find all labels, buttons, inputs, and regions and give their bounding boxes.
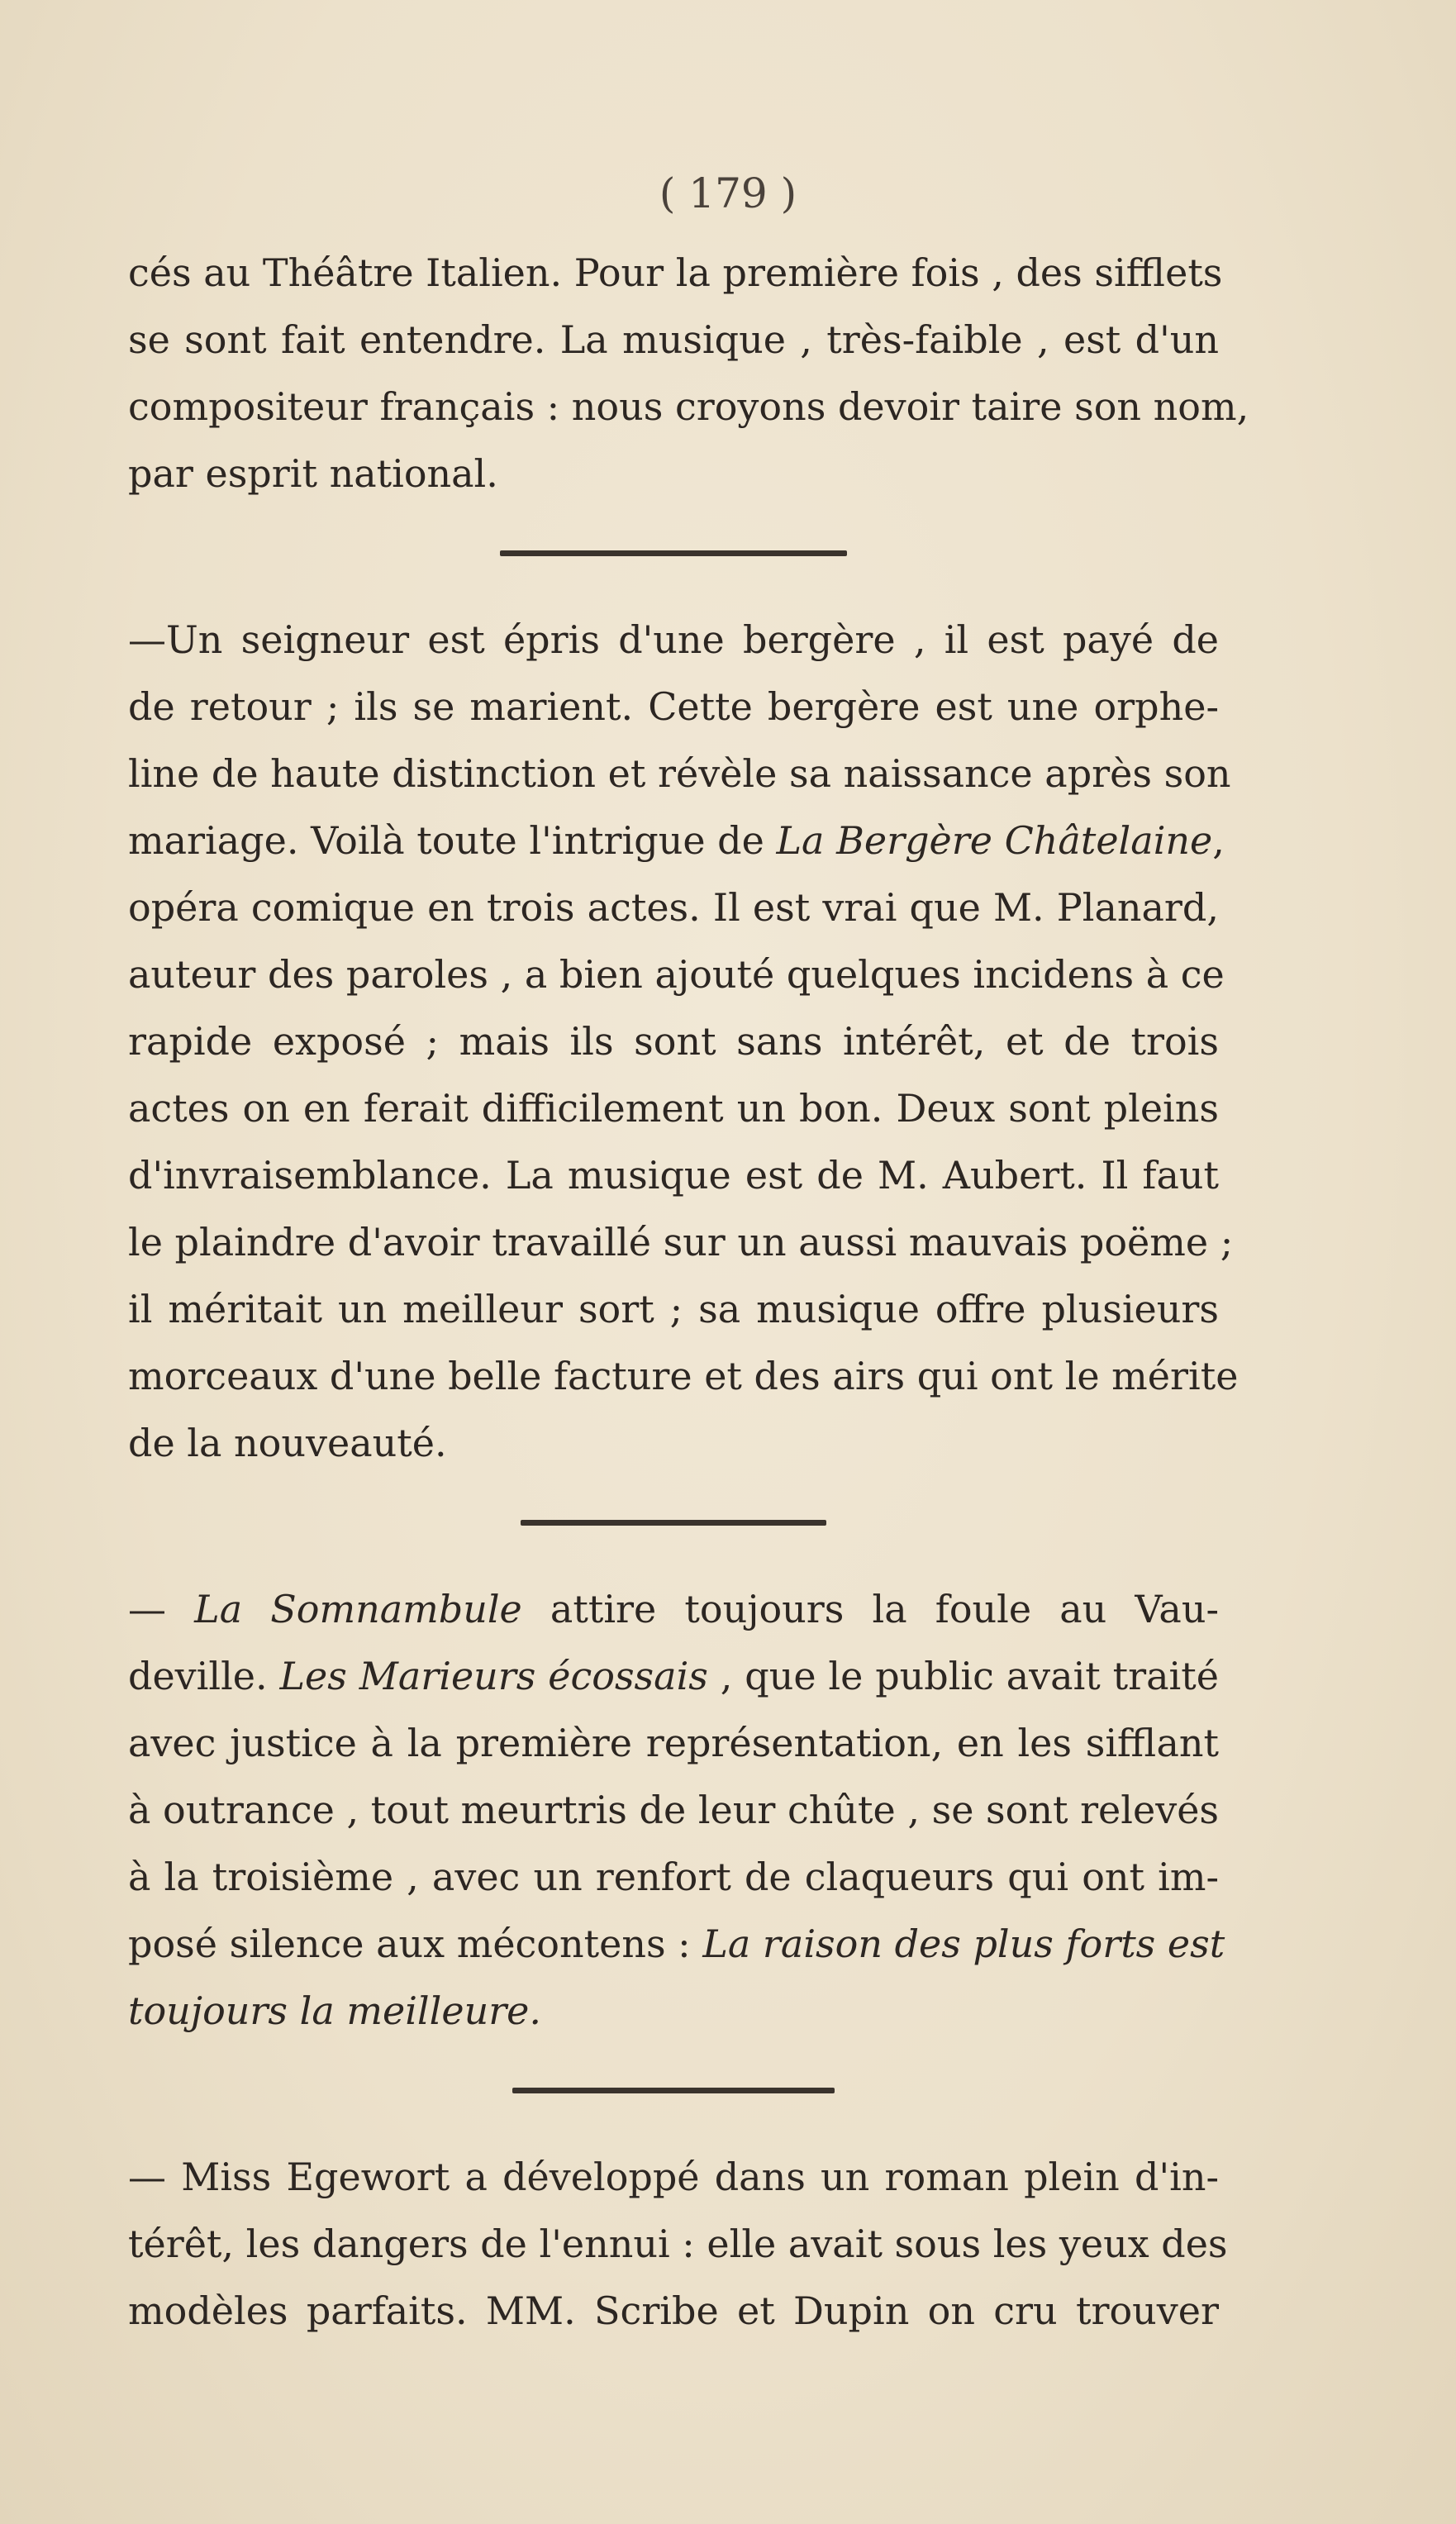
text-run: deville. (128, 1654, 280, 1698)
text-line (128, 1978, 1219, 2045)
text-run: avec justice à la première représentation, en les sifflant (128, 1721, 1219, 1765)
text-run: de la nouveauté. (128, 1421, 447, 1465)
text-line (128, 607, 1219, 674)
italic-title: toujours la meilleure. (128, 1988, 542, 2033)
italic-title: La raison des plus forts est (702, 1922, 1225, 1966)
text-run: mariage. Voilà toute l'intrigue de (128, 818, 777, 863)
text-line (128, 1343, 1239, 1410)
text-run: térêt, les dangers de l'ennui : elle avait sous les yeux des (128, 2222, 1228, 2266)
text-line (128, 2144, 1219, 2211)
text-run: actes on en ferait difficilement un bon. Deux sont pleins (128, 1086, 1219, 1131)
text-run: morceaux d'une belle facture et des airs qui ont le mérite (128, 1354, 1239, 1398)
text-line (128, 941, 1225, 1008)
text-line (128, 1142, 1219, 1209)
text-run: attire toujours la foule au Vau- (521, 1587, 1219, 1631)
text-run: se sont fait entendre. La musique , très-faible , est d'un (128, 317, 1219, 362)
text-line (128, 1911, 1225, 1978)
italic-title: La Somnambule (194, 1587, 522, 1631)
text-line (128, 1576, 1219, 1643)
text-run: le plaindre d'avoir travaillé sur un aussi mauvais poëme ; (128, 1220, 1234, 1264)
text-run: auteur des paroles , a bien ajouté quelques incidens à ce (128, 952, 1225, 997)
text-run: compositeur français : nous croyons devoir taire son nom, (128, 384, 1249, 429)
text-line (128, 741, 1231, 807)
text-run: d'invraisemblance. La musique est de M. Aubert. Il faut (128, 1153, 1219, 1198)
text-line (128, 441, 1219, 507)
section-divider (128, 507, 1219, 607)
text-line (128, 1276, 1219, 1343)
text-run: cés au Théâtre Italien. Pour la première fois , des sifflets (128, 250, 1223, 295)
text-run: — (128, 1587, 195, 1631)
body-text (128, 240, 1249, 2345)
text-run: opéra comique en trois actes. Il est vrai que M. Planard, (128, 885, 1219, 930)
text-line (128, 1410, 1219, 1477)
text-run: , que le public avait traité (707, 1654, 1219, 1698)
text-line (128, 674, 1219, 741)
section-divider (128, 2045, 1219, 2144)
divider-line (521, 1520, 826, 1526)
text-run: , (1212, 818, 1225, 863)
text-line (128, 1075, 1219, 1142)
text-run: line de haute distinction et révèle sa naissance après son (128, 751, 1231, 796)
text-line (128, 374, 1249, 441)
text-line (128, 1008, 1219, 1075)
paragraph (128, 240, 1249, 507)
text-line (128, 1643, 1219, 1710)
section-divider (128, 1477, 1219, 1576)
text-line (128, 2278, 1219, 2345)
text-line (128, 2211, 1228, 2278)
text-run: il méritait un meilleur sort ; sa musique offre plusieurs (128, 1287, 1219, 1331)
paragraph (128, 607, 1239, 1477)
text-line (128, 1209, 1234, 1276)
text-run: —Un seigneur est épris d'une bergère , il est payé de (128, 617, 1219, 662)
text-run: — Miss Egewort a développé dans un roman plein d'in- (128, 2155, 1219, 2199)
text-line (128, 240, 1223, 307)
text-line (128, 1777, 1219, 1844)
page-number: ( 179 ) (659, 169, 797, 217)
text-line (128, 1844, 1219, 1911)
text-line (128, 807, 1225, 874)
text-run: à la troisième , avec un renfort de claqueurs qui ont im- (128, 1855, 1219, 1899)
text-run: posé silence aux mécontens : (128, 1922, 703, 1966)
divider-line (512, 2088, 835, 2093)
text-line (128, 874, 1219, 941)
text-line (128, 307, 1219, 374)
italic-title: La Bergère Châtelaine (776, 818, 1213, 863)
text-run: à outrance , tout meurtris de leur chûte , se sont relevés (128, 1788, 1220, 1832)
text-run: rapide exposé ; mais ils sont sans intérêt, et de trois (128, 1019, 1219, 1064)
text-run: de retour ; ils se marient. Cette bergère est une orphe- (128, 684, 1219, 729)
text-line (128, 1710, 1219, 1777)
italic-title: Les Marieurs écossais (279, 1654, 708, 1698)
paragraph (128, 1576, 1225, 2045)
divider-line (500, 550, 847, 556)
paragraph (128, 2144, 1228, 2345)
text-run: modèles parfaits. MM. Scribe et Dupin on cru trouver (128, 2288, 1219, 2333)
text-run: par esprit national. (128, 451, 498, 496)
